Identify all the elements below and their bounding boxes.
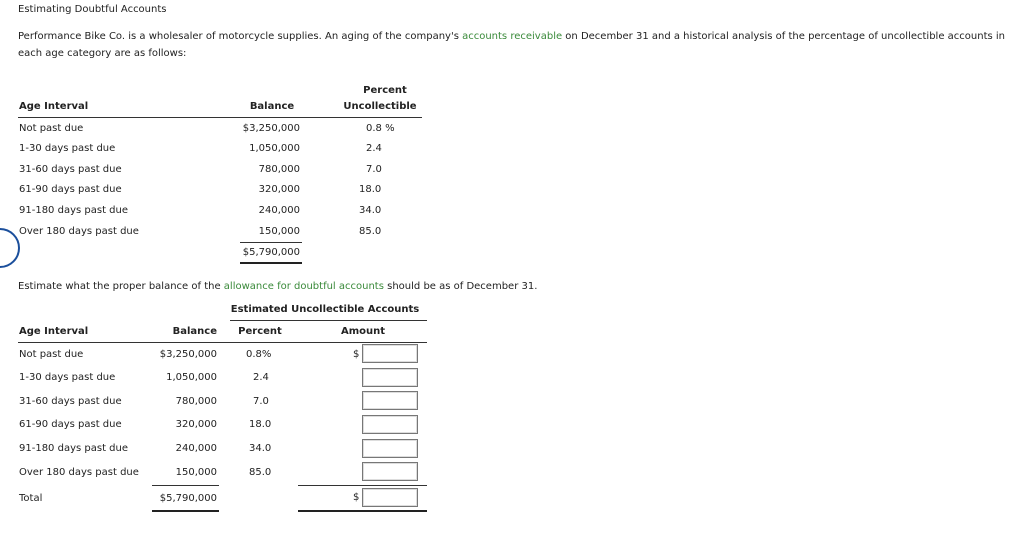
accounts-receivable-link[interactable]: accounts receivable [462, 31, 563, 42]
answer-balance-header: Balance [172, 326, 217, 337]
answer-amount-double-rule [298, 510, 427, 512]
aging-double-rule [240, 262, 302, 264]
page-title: Estimating Doubtful Accounts [18, 4, 167, 15]
aging-percent-cell: 7.0 [366, 164, 382, 175]
amount-input-over-180-days[interactable] [362, 462, 418, 481]
answer-age-cell: Not past due [19, 349, 84, 360]
answer-balance-cell: 320,000 [175, 419, 217, 430]
answer-age-cell: 91-180 days past due [19, 443, 129, 454]
aging-balance-cell: 320,000 [258, 184, 300, 195]
currency-symbol: $ [353, 349, 360, 360]
total-label: Total [19, 493, 43, 504]
estimated-uncollectible-header: Estimated Uncollectible Accounts [230, 304, 420, 315]
amount-input-91-180-days[interactable] [362, 439, 418, 458]
age-interval-header: Age Interval [19, 101, 89, 112]
question-text-start: Estimate what the proper balance of the [18, 281, 224, 292]
answer-balance-double-rule [152, 510, 219, 512]
currency-symbol: $ [353, 492, 360, 503]
amount-input-total[interactable] [362, 488, 418, 507]
aging-percent-cell: 0.8 % [366, 123, 395, 134]
intro-text [18, 28, 1023, 62]
answer-age-cell: Over 180 days past due [19, 467, 139, 478]
answer-percent-cell: 0.8% [246, 349, 272, 360]
answer-percent-header: Percent [238, 326, 282, 337]
answer-age-header: Age Interval [19, 326, 89, 337]
answer-balance-cell: 1,050,000 [166, 372, 217, 383]
aging-balance-cell: 1,050,000 [249, 143, 300, 154]
answer-header-rule [18, 342, 427, 343]
answer-age-cell: 31-60 days past due [19, 396, 122, 407]
answer-balance-total: $5,790,000 [159, 493, 217, 504]
aging-percent-cell: 34.0 [359, 205, 382, 216]
answer-percent-cell: 34.0 [249, 443, 272, 454]
aging-percent-cell: 18.0 [359, 184, 382, 195]
answer-balance-cell: $3,250,000 [159, 349, 217, 360]
answer-amount-total-rule [298, 485, 427, 486]
intro-text-start: Performance Bike Co. is a wholesaler of motorcycle supplies. An aging of the company's [18, 31, 463, 42]
aging-age-cell: 1-30 days past due [19, 143, 116, 154]
answer-percent-cell: 2.4 [253, 372, 269, 383]
aging-total-rule [240, 242, 302, 243]
scroll-indicator-circle[interactable] [0, 228, 20, 268]
answer-percent-cell: 7.0 [253, 396, 269, 407]
group-header-rule [230, 320, 427, 321]
aging-percent-cell: 2.4 [366, 143, 382, 154]
aging-total: $5,790,000 [242, 247, 300, 258]
answer-balance-total-rule [152, 485, 219, 486]
question-text-end: should be as of December 31. [383, 281, 538, 292]
aging-age-cell: Not past due [19, 123, 84, 134]
amount-input-31-60-days[interactable] [362, 391, 418, 410]
answer-age-cell: 61-90 days past due [19, 419, 122, 430]
answer-balance-cell: 780,000 [175, 396, 217, 407]
aging-age-cell: 91-180 days past due [19, 205, 129, 216]
amount-input-not-past-due[interactable] [362, 344, 418, 363]
answer-percent-cell: 18.0 [249, 419, 272, 430]
aging-age-cell: Over 180 days past due [19, 226, 139, 237]
percent-header-line1: Percent [363, 85, 407, 96]
aging-balance-cell: 240,000 [258, 205, 300, 216]
intro-text-end: on December 31 and a historical analysis of the percentage of uncollectible accounts in each age category are as follows: [18, 31, 1006, 59]
aging-age-cell: 31-60 days past due [19, 164, 122, 175]
question-text [18, 281, 537, 292]
answer-balance-cell: 240,000 [175, 443, 217, 454]
aging-balance-cell: $3,250,000 [242, 123, 300, 134]
answer-age-cell: 1-30 days past due [19, 372, 116, 383]
balance-header: Balance [249, 101, 295, 112]
amount-input-61-90-days[interactable] [362, 415, 418, 434]
allowance-link[interactable]: allowance for doubtful accounts [223, 281, 384, 292]
aging-age-cell: 61-90 days past due [19, 184, 122, 195]
amount-input-1-30-days[interactable] [362, 368, 418, 387]
answer-amount-header: Amount [340, 326, 386, 337]
aging-percent-cell: 85.0 [359, 226, 382, 237]
percent-header-line2: Uncollectible [343, 101, 417, 112]
answer-balance-cell: 150,000 [175, 467, 217, 478]
aging-balance-cell: 780,000 [258, 164, 300, 175]
answer-percent-cell: 85.0 [249, 467, 272, 478]
aging-balance-cell: 150,000 [258, 226, 300, 237]
aging-header-rule [18, 117, 422, 118]
